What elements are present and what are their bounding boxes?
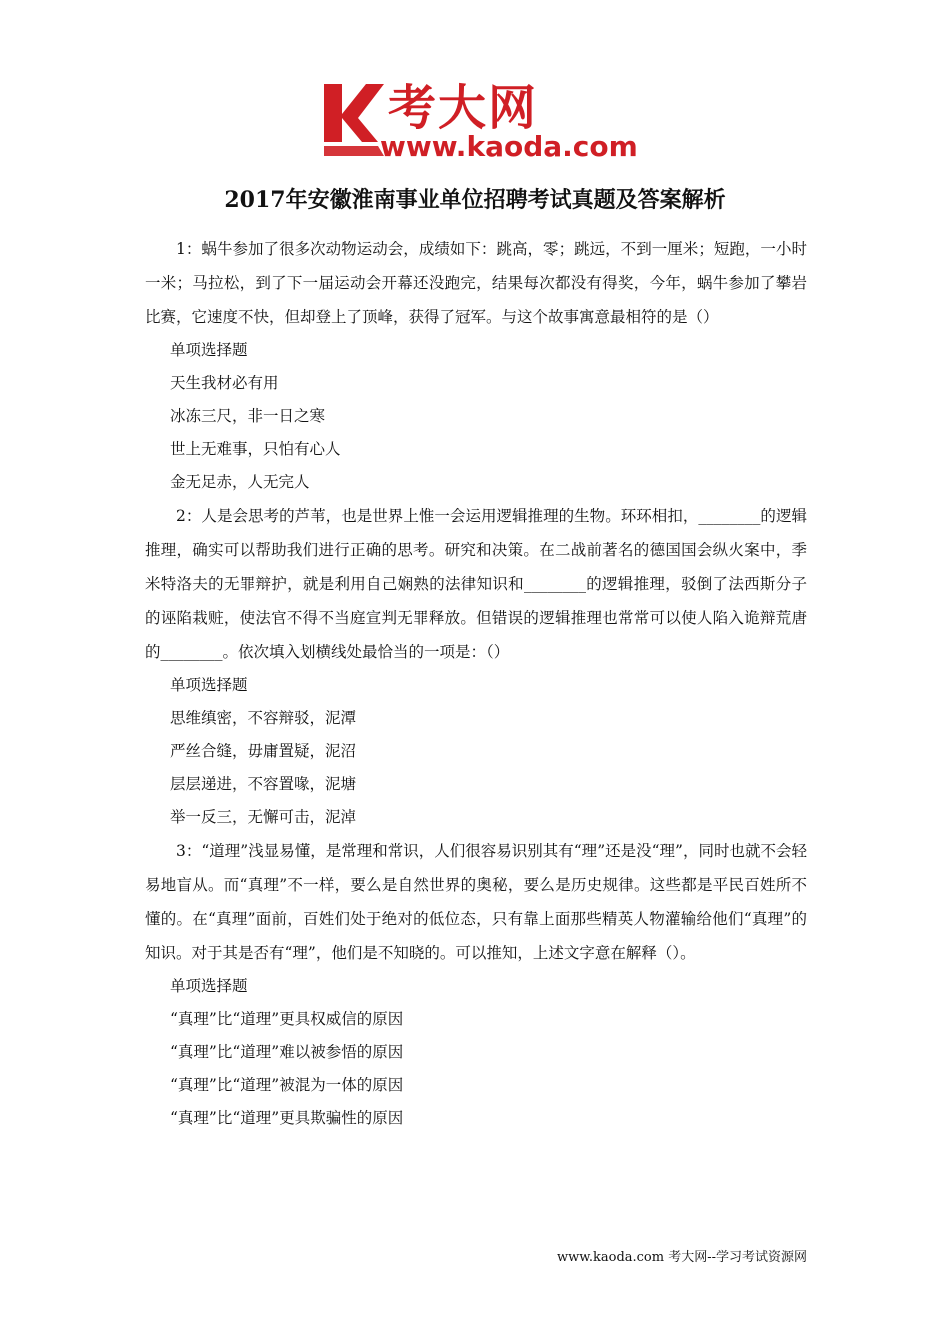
question-1-text: 1：蜗牛参加了很多次动物运动会，成绩如下：跳高，零；跳远，不到一厘米；短跑，一小时一米；马拉松，到了下一届运动会开幕还没跑完，结果每次都没有得奖，今年，蜗牛参加了攀岩比赛，它速度不快，但却登上了顶峰，获得了冠军。与这个故事寓意最相符的是（）: [145, 240, 807, 326]
question-2-text: 2：人是会思考的芦苇，也是世界上惟一会运用逻辑推理的生物。环环相扣，________的逻辑推理，确实可以帮助我们进行正确的思考。研究和决策。在二战前著名的德国国会纵火案中，季米特洛夫的无罪辩护，就是利用自己娴熟的法律知识和________的逻辑推理，驳倒了法西斯分子的诬陷栽赃，使法官不得不当庭宣判无罪释放。但错误的逻辑推理也常常可以使人陷入诡辩荒唐的________。依次填入划横线处最恰当的一项是：（）: [145, 507, 807, 661]
question-1-option: 世上无难事，只怕有心人: [170, 440, 341, 458]
question-1-option: 天生我材必有用: [170, 374, 279, 392]
question-2-type: 单项选择题: [170, 676, 248, 694]
question-2-option: 严丝合缝，毋庸置疑，泥沼: [170, 742, 357, 760]
question-3-text: 3：“道理”浅显易懂，是常理和常识，人们很容易识别其有“理”还是没“理”，同时也就不会轻易地盲从。而“真理”不一样，要么是自然世界的奥秘，要么是历史规律。这些都是平民百姓所不懂的。在“真理”面前，百姓们处于绝对的低位态，只有靠上面那些精英人物灌输给他们“真理”的知识。对于其是否有“理”，他们是不知晓的。可以推知，上述文字意在解释（）。: [145, 842, 807, 962]
question-1-option: 金无足赤，人无完人: [170, 473, 310, 491]
question-3-option: “真理”比“道理”更具权威信的原因: [170, 1010, 404, 1028]
document-body: [145, 232, 807, 1135]
question-2-option: 思维缜密，不容辩驳，泥潭: [170, 709, 357, 727]
question-3-option: “真理”比“道理”被混为一体的原因: [170, 1076, 404, 1094]
question-2-option: 层层递进，不容置喙，泥塘: [170, 775, 357, 793]
question-1-option: 冰冻三尺，非一日之寒: [170, 407, 326, 425]
page-title: 2017年安徽淮南事业单位招聘考试真题及答案解析: [224, 187, 726, 213]
page-footer: www.kaoda.com 考大网--学习考试资源网: [557, 1250, 807, 1265]
logo-brand-text: 考大网: [388, 80, 539, 136]
question-3-option: “真理”比“道理”更具欺骗性的原因: [170, 1109, 404, 1127]
question-3-type: 单项选择题: [170, 977, 248, 995]
question-2-option: 举一反三，无懈可击，泥淖: [170, 808, 357, 826]
k-logo-icon: [318, 80, 388, 160]
question-3-option: “真理”比“道理”难以被参悟的原因: [170, 1043, 404, 1061]
question-1-type: 单项选择题: [170, 341, 248, 359]
logo-url-text: www.kaoda.com: [380, 130, 638, 163]
kaoda-logo: [318, 80, 648, 165]
